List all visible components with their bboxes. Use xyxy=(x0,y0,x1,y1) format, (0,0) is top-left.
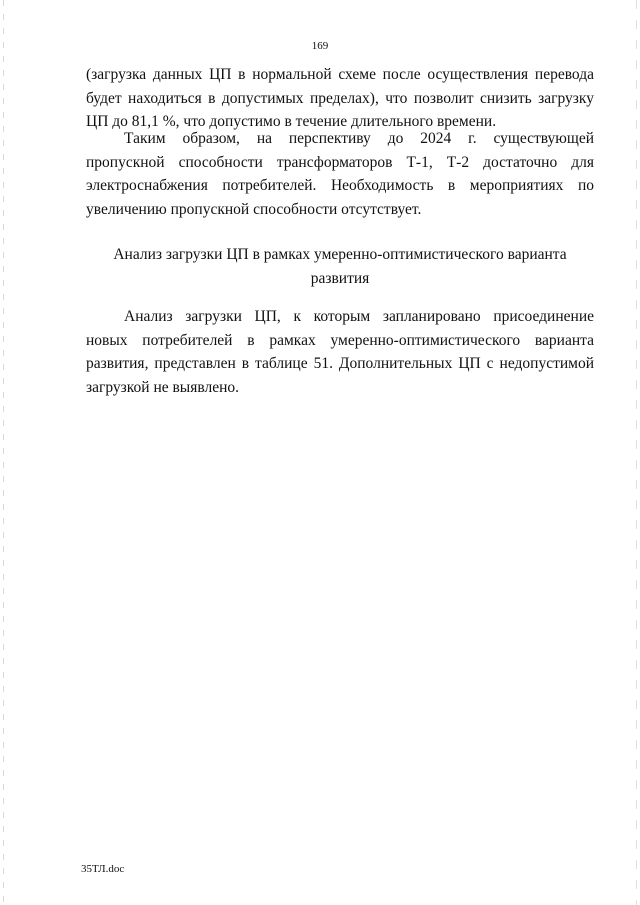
text-line: новых потребителей в рамках умеренно-оптимистического варианта xyxy=(86,331,594,349)
text-line: электроснабжения потребителей. Необходимость в мероприятиях по xyxy=(86,177,594,194)
scan-edge-right xyxy=(636,0,637,905)
text-line: ЦП до 81,1 %, что допустимо в течение длительного времени. xyxy=(86,113,497,130)
heading-line: Анализ загрузки ЦП в рамках умеренно-оптимистического варианта xyxy=(113,246,567,263)
text-line: увеличению пропускной способности отсутствует. xyxy=(86,200,422,218)
paragraph-load-continuation xyxy=(86,63,594,134)
scan-edge-left xyxy=(3,0,4,905)
text-line: Анализ загрузки ЦП, к которым запланировано присоединение xyxy=(124,308,594,325)
text-line: пропускной способности трансформаторов Т-1, Т-2 достаточно для xyxy=(86,153,594,171)
heading-line: развития xyxy=(310,269,370,287)
footer-filename: 35ТЛ.doc xyxy=(81,863,125,875)
section-heading xyxy=(86,243,594,290)
text-line: загрузкой не выявлено. xyxy=(86,378,240,396)
text-line: будет находиться в допустимых пределах), что позволит снизить загрузку xyxy=(86,89,594,107)
text-line: развития, представлен в таблице 51. Дополнительных ЦП с недопустимой xyxy=(86,355,594,372)
text-line: Таким образом, на перспективу до 2024 г. существующей xyxy=(124,130,594,147)
text-line: (загрузка данных ЦП в нормальной схеме после осуществления перевода xyxy=(86,66,594,83)
page-number: 169 xyxy=(311,40,329,52)
paragraph-analysis xyxy=(86,305,594,399)
paragraph-conclusion xyxy=(86,127,594,221)
